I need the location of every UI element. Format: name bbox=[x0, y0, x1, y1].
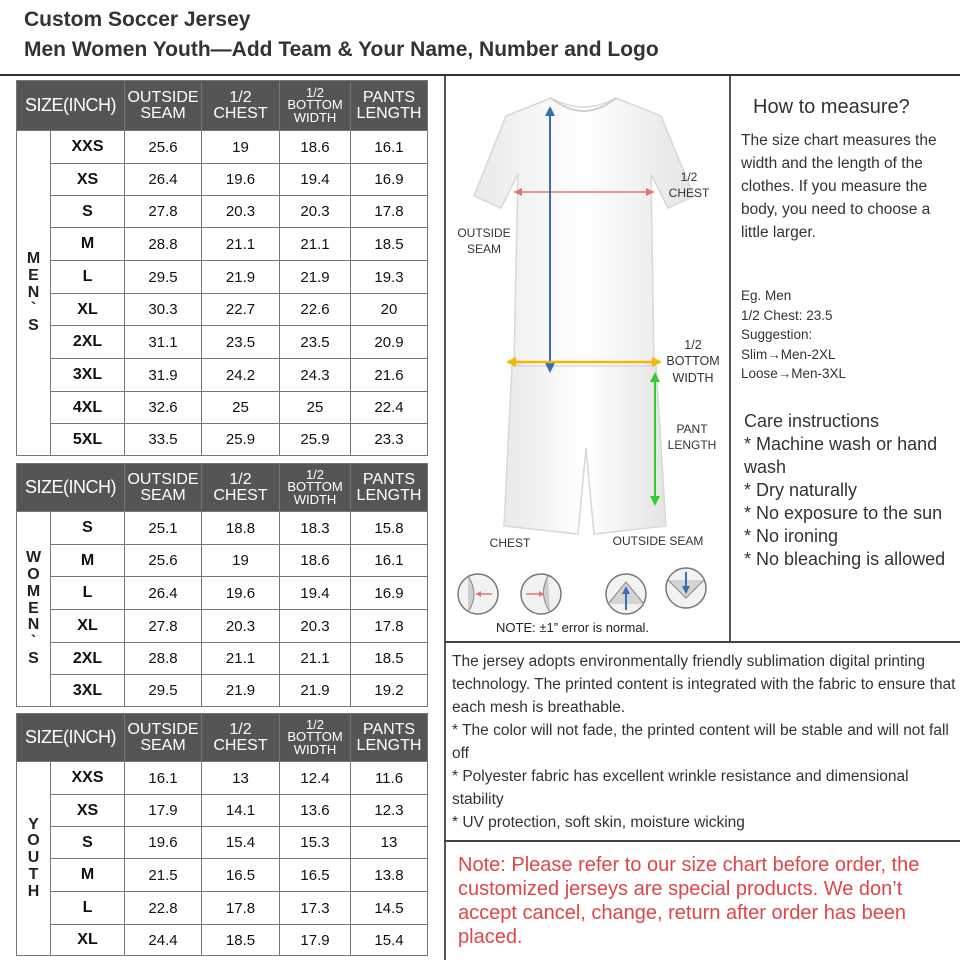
size-cell: 3XL bbox=[51, 675, 125, 707]
value-cell: 23.3 bbox=[351, 424, 428, 456]
chest-header: 1/2 CHEST bbox=[202, 714, 280, 762]
value-cell: 12.3 bbox=[351, 795, 428, 827]
seam-detail-icon-2 bbox=[666, 568, 706, 608]
order-warning: Note: Please refer to our size chart before order, the customized jerseys are special products. We don’t accept cancel, change, return after order has been placed. bbox=[458, 854, 920, 948]
value-cell: 19.6 bbox=[202, 577, 280, 610]
value-cell: 19.4 bbox=[280, 164, 351, 196]
size-cell: M bbox=[51, 859, 125, 892]
value-cell: 25 bbox=[280, 392, 351, 424]
bottom-width-header: 1/2 BOTTOM WIDTH bbox=[280, 714, 351, 762]
value-cell: 27.8 bbox=[125, 610, 202, 643]
table-row bbox=[17, 762, 428, 795]
table-row bbox=[17, 675, 428, 707]
table-row bbox=[17, 610, 428, 643]
table-row bbox=[17, 545, 428, 577]
chest-label: 1/2 CHEST bbox=[668, 170, 710, 200]
value-cell: 16.1 bbox=[351, 131, 428, 164]
value-cell: 20.3 bbox=[202, 196, 280, 228]
size-cell: 2XL bbox=[51, 643, 125, 675]
section-divider-1 bbox=[444, 641, 960, 643]
value-cell: 17.3 bbox=[280, 892, 351, 925]
value-cell: 20.3 bbox=[202, 610, 280, 643]
value-cell: 15.4 bbox=[351, 925, 428, 956]
value-cell: 25.6 bbox=[125, 545, 202, 577]
group-label: W O M E N ` S bbox=[17, 512, 51, 707]
outside-seam-header: OUTSIDE SEAM bbox=[125, 464, 202, 512]
value-cell: 14.1 bbox=[202, 795, 280, 827]
value-cell: 21.9 bbox=[280, 261, 351, 294]
outside-seam-header: OUTSIDE SEAM bbox=[125, 81, 202, 131]
bottom-width-header: 1/2 BOTTOM WIDTH bbox=[280, 464, 351, 512]
outside-seam-caption: OUTSIDE SEAM bbox=[612, 534, 704, 548]
pants-length-header: PANTS LENGTH bbox=[351, 81, 428, 131]
value-cell: 12.4 bbox=[280, 762, 351, 795]
value-cell: 31.1 bbox=[125, 326, 202, 359]
example-suggestion: Eg. Men 1/2 Chest: 23.5 Suggestion: Slim→Men-2XL Loose→Men-3XL bbox=[741, 288, 847, 381]
size-cell: L bbox=[51, 892, 125, 925]
value-cell: 20.3 bbox=[280, 610, 351, 643]
fabric-line: The jersey adopts environmentally friendly sublimation digital printing technology. The printed content is integrated with the fabric to ensure that each mesh is breathable. bbox=[452, 653, 956, 716]
value-cell: 30.3 bbox=[125, 294, 202, 326]
table-row bbox=[17, 424, 428, 456]
value-cell: 18.5 bbox=[351, 228, 428, 261]
table-row bbox=[17, 892, 428, 925]
page-subtitle: Men Women Youth—Add Team & Your Name, Number and Logo bbox=[24, 38, 659, 61]
value-cell: 31.9 bbox=[125, 359, 202, 392]
size-cell: XXS bbox=[51, 131, 125, 164]
value-cell: 21.9 bbox=[202, 675, 280, 707]
value-cell: 16.9 bbox=[351, 577, 428, 610]
value-cell: 19.4 bbox=[280, 577, 351, 610]
value-cell: 21.5 bbox=[125, 859, 202, 892]
value-cell: 20 bbox=[351, 294, 428, 326]
value-cell: 16.1 bbox=[351, 545, 428, 577]
value-cell: 18.3 bbox=[280, 512, 351, 545]
value-cell: 22.7 bbox=[202, 294, 280, 326]
value-cell: 22.6 bbox=[280, 294, 351, 326]
size-table bbox=[16, 80, 428, 456]
size-cell: S bbox=[51, 512, 125, 545]
size-cell: 2XL bbox=[51, 326, 125, 359]
value-cell: 27.8 bbox=[125, 196, 202, 228]
care-item: * No ironing bbox=[744, 526, 839, 546]
value-cell: 18.8 bbox=[202, 512, 280, 545]
value-cell: 13.8 bbox=[351, 859, 428, 892]
size-cell: XL bbox=[51, 294, 125, 326]
value-cell: 17.9 bbox=[280, 925, 351, 956]
how-to-measure bbox=[741, 96, 956, 244]
group-label: Y O U T H bbox=[17, 762, 51, 956]
value-cell: 24.2 bbox=[202, 359, 280, 392]
size-cell: M bbox=[51, 228, 125, 261]
pants-length-header: PANTS LENGTH bbox=[351, 464, 428, 512]
value-cell: 19.2 bbox=[351, 675, 428, 707]
size-cell: L bbox=[51, 261, 125, 294]
value-cell: 20.9 bbox=[351, 326, 428, 359]
value-cell: 13.6 bbox=[280, 795, 351, 827]
care-item: * Machine wash or hand wash bbox=[744, 434, 938, 477]
value-cell: 19.6 bbox=[202, 164, 280, 196]
value-cell: 21.9 bbox=[202, 261, 280, 294]
value-cell: 11.6 bbox=[351, 762, 428, 795]
value-cell: 19 bbox=[202, 131, 280, 164]
value-cell: 25.9 bbox=[202, 424, 280, 456]
size-cell: 3XL bbox=[51, 359, 125, 392]
value-cell: 16.5 bbox=[202, 859, 280, 892]
value-cell: 13 bbox=[351, 827, 428, 859]
value-cell: 23.5 bbox=[202, 326, 280, 359]
section-divider-2 bbox=[444, 840, 960, 842]
fabric-line: * UV protection, soft skin, moisture wicking bbox=[452, 814, 745, 831]
care-instructions bbox=[744, 410, 958, 571]
chest-header: 1/2 CHEST bbox=[202, 81, 280, 131]
value-cell: 21.6 bbox=[351, 359, 428, 392]
value-cell: 21.1 bbox=[280, 228, 351, 261]
value-cell: 21.1 bbox=[202, 228, 280, 261]
chest-header: 1/2 CHEST bbox=[202, 464, 280, 512]
fabric-line: * Polyester fabric has excellent wrinkle resistance and dimensional stability bbox=[452, 768, 909, 808]
size-cell: L bbox=[51, 577, 125, 610]
table-row bbox=[17, 925, 428, 956]
size-header: SIZE(INCH) bbox=[17, 714, 125, 762]
value-cell: 26.4 bbox=[125, 164, 202, 196]
table-row bbox=[17, 359, 428, 392]
table-row bbox=[17, 326, 428, 359]
table-row bbox=[17, 512, 428, 545]
care-item: * Dry naturally bbox=[744, 480, 858, 500]
pants-length-header: PANTS LENGTH bbox=[351, 714, 428, 762]
value-cell: 25.1 bbox=[125, 512, 202, 545]
value-cell: 13 bbox=[202, 762, 280, 795]
size-header: SIZE(INCH) bbox=[17, 464, 125, 512]
measurement-illustration bbox=[446, 76, 730, 640]
care-item: * No exposure to the sun bbox=[744, 503, 943, 523]
size-cell: 5XL bbox=[51, 424, 125, 456]
size-table bbox=[16, 713, 428, 956]
shorts-shape bbox=[504, 366, 666, 534]
value-cell: 17.9 bbox=[125, 795, 202, 827]
value-cell: 26.4 bbox=[125, 577, 202, 610]
value-cell: 21.1 bbox=[202, 643, 280, 675]
error-note: NOTE: ±1” error is normal. bbox=[496, 620, 650, 635]
table-row bbox=[17, 795, 428, 827]
size-cell: 4XL bbox=[51, 392, 125, 424]
size-cell: S bbox=[51, 827, 125, 859]
table-row bbox=[17, 261, 428, 294]
seam-detail-icon bbox=[606, 574, 646, 614]
value-cell: 28.8 bbox=[125, 643, 202, 675]
value-cell: 17.8 bbox=[351, 196, 428, 228]
bottom-width-label: 1/2 BOTTOM WIDTH bbox=[666, 338, 720, 385]
table-row bbox=[17, 228, 428, 261]
size-cell: XS bbox=[51, 164, 125, 196]
chest-caption: CHEST bbox=[489, 536, 531, 550]
table-row bbox=[17, 392, 428, 424]
value-cell: 20.3 bbox=[280, 196, 351, 228]
value-cell: 18.5 bbox=[351, 643, 428, 675]
outside-seam-header: OUTSIDE SEAM bbox=[125, 714, 202, 762]
table-row bbox=[17, 131, 428, 164]
value-cell: 17.8 bbox=[351, 610, 428, 643]
size-table bbox=[16, 463, 428, 707]
value-cell: 25 bbox=[202, 392, 280, 424]
value-cell: 32.6 bbox=[125, 392, 202, 424]
value-cell: 19.3 bbox=[351, 261, 428, 294]
value-cell: 18.6 bbox=[280, 131, 351, 164]
size-cell: XXS bbox=[51, 762, 125, 795]
chest-detail-icon-2 bbox=[521, 574, 561, 614]
value-cell: 24.3 bbox=[280, 359, 351, 392]
value-cell: 16.5 bbox=[280, 859, 351, 892]
value-cell: 29.5 bbox=[125, 261, 202, 294]
page-title: Custom Soccer Jersey bbox=[24, 8, 251, 31]
table-row bbox=[17, 643, 428, 675]
value-cell: 23.5 bbox=[280, 326, 351, 359]
size-cell: XL bbox=[51, 610, 125, 643]
fabric-line: * The color will not fade, the printed content will be stable and will not fall off bbox=[452, 722, 949, 762]
value-cell: 29.5 bbox=[125, 675, 202, 707]
value-cell: 25.9 bbox=[280, 424, 351, 456]
value-cell: 16.1 bbox=[125, 762, 202, 795]
size-cell: XS bbox=[51, 795, 125, 827]
care-item: * No bleaching is allowed bbox=[744, 549, 946, 569]
size-cell: XL bbox=[51, 925, 125, 956]
bottom-width-header: 1/2 BOTTOM WIDTH bbox=[280, 81, 351, 131]
value-cell: 18.5 bbox=[202, 925, 280, 956]
table-row bbox=[17, 577, 428, 610]
value-cell: 21.9 bbox=[280, 675, 351, 707]
value-cell: 24.4 bbox=[125, 925, 202, 956]
fabric-description bbox=[452, 650, 958, 834]
value-cell: 16.9 bbox=[351, 164, 428, 196]
value-cell: 22.8 bbox=[125, 892, 202, 925]
value-cell: 15.4 bbox=[202, 827, 280, 859]
size-cell: S bbox=[51, 196, 125, 228]
value-cell: 28.8 bbox=[125, 228, 202, 261]
table-row bbox=[17, 164, 428, 196]
pant-length-label: PANT LENGTH bbox=[667, 422, 717, 452]
value-cell: 19.6 bbox=[125, 827, 202, 859]
page-header bbox=[0, 0, 960, 74]
value-cell: 19 bbox=[202, 545, 280, 577]
table-row bbox=[17, 859, 428, 892]
table-row bbox=[17, 196, 428, 228]
value-cell: 14.5 bbox=[351, 892, 428, 925]
value-cell: 17.8 bbox=[202, 892, 280, 925]
table-row bbox=[17, 294, 428, 326]
value-cell: 33.5 bbox=[125, 424, 202, 456]
value-cell: 22.4 bbox=[351, 392, 428, 424]
value-cell: 15.3 bbox=[280, 827, 351, 859]
value-cell: 18.6 bbox=[280, 545, 351, 577]
size-cell: M bbox=[51, 545, 125, 577]
chest-detail-icon bbox=[458, 574, 498, 614]
outside-seam-label: OUTSIDE SEAM bbox=[457, 226, 511, 256]
table-row bbox=[17, 827, 428, 859]
value-cell: 25.6 bbox=[125, 131, 202, 164]
care-title: Care instructions bbox=[744, 411, 880, 431]
how-to-title: How to measure? bbox=[753, 96, 910, 118]
group-label: M E N ` S bbox=[17, 131, 51, 456]
size-header: SIZE(INCH) bbox=[17, 81, 125, 131]
how-to-body: The size chart measures the width and the length of the clothes. If you measure the body, you need to choose a little larger. bbox=[741, 132, 937, 241]
value-cell: 21.1 bbox=[280, 643, 351, 675]
value-cell: 15.8 bbox=[351, 512, 428, 545]
